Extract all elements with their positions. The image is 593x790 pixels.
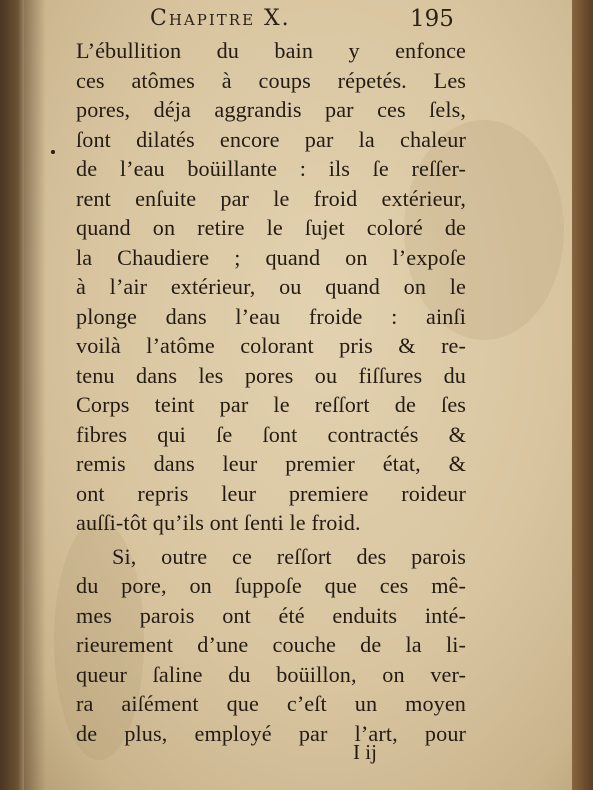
page-number: 195 (410, 6, 454, 32)
text-line: auſſi-tôt qu’ils ont ſenti le froid. (76, 510, 361, 535)
text-line: à l’air extérieur, ou quand on le (76, 274, 466, 299)
chapter-title: Chapitre X. (150, 6, 291, 31)
text-line: quand on retire le ſujet coloré de (76, 215, 466, 240)
text-line: plonge dans l’eau froide : ainſi (76, 303, 466, 329)
text-line: de plus, employé par l’art, pour (76, 720, 466, 746)
text-line: voilà l’atôme colorant pris & re- (76, 333, 466, 358)
text-line: de l’eau boüillante : ils ſe reſſer- (76, 156, 466, 181)
text-line: pores, déja aggrandis par ces ſels, (76, 97, 466, 122)
text-line: tenu dans les pores ou fiſſures du (76, 362, 466, 388)
text-line: du pore, on ſuppoſe que ces mê- (76, 573, 466, 598)
text-line: Corps teint par le reſſort de ſes (76, 392, 466, 417)
text-line: ſont dilatés encore par la chaleur (76, 126, 466, 152)
text-line: Si, outre ce reſſort des parois (112, 543, 466, 569)
text-line: queur ſaline du boüillon, on ver- (76, 661, 466, 687)
text-line: mes parois ont été enduits inté- (76, 602, 466, 628)
text-line: remis dans leur premier état, & (76, 451, 466, 476)
signature-mark: I ij (353, 740, 377, 764)
ink-dot (51, 150, 55, 154)
text-line: ra aiſément que c’eſt un moyen (76, 691, 466, 716)
text-line: rent enſuite par le froid extérieur, (76, 185, 466, 211)
text-line: L’ébullition du bain y enfonce (76, 38, 466, 63)
text-line: la Chaudiere ; quand on l’expoſe (76, 244, 466, 270)
text-line: fibres qui ſe ſont contractés & (76, 421, 466, 447)
text-line: ces atômes à coups répetés. Les (76, 67, 466, 93)
body-text (76, 36, 466, 748)
page-gutter-shadow (24, 0, 46, 790)
running-head (150, 4, 454, 40)
text-line: ont repris leur premiere roideur (76, 480, 466, 506)
text-line: rieurement d’une couche de la li- (76, 632, 466, 657)
